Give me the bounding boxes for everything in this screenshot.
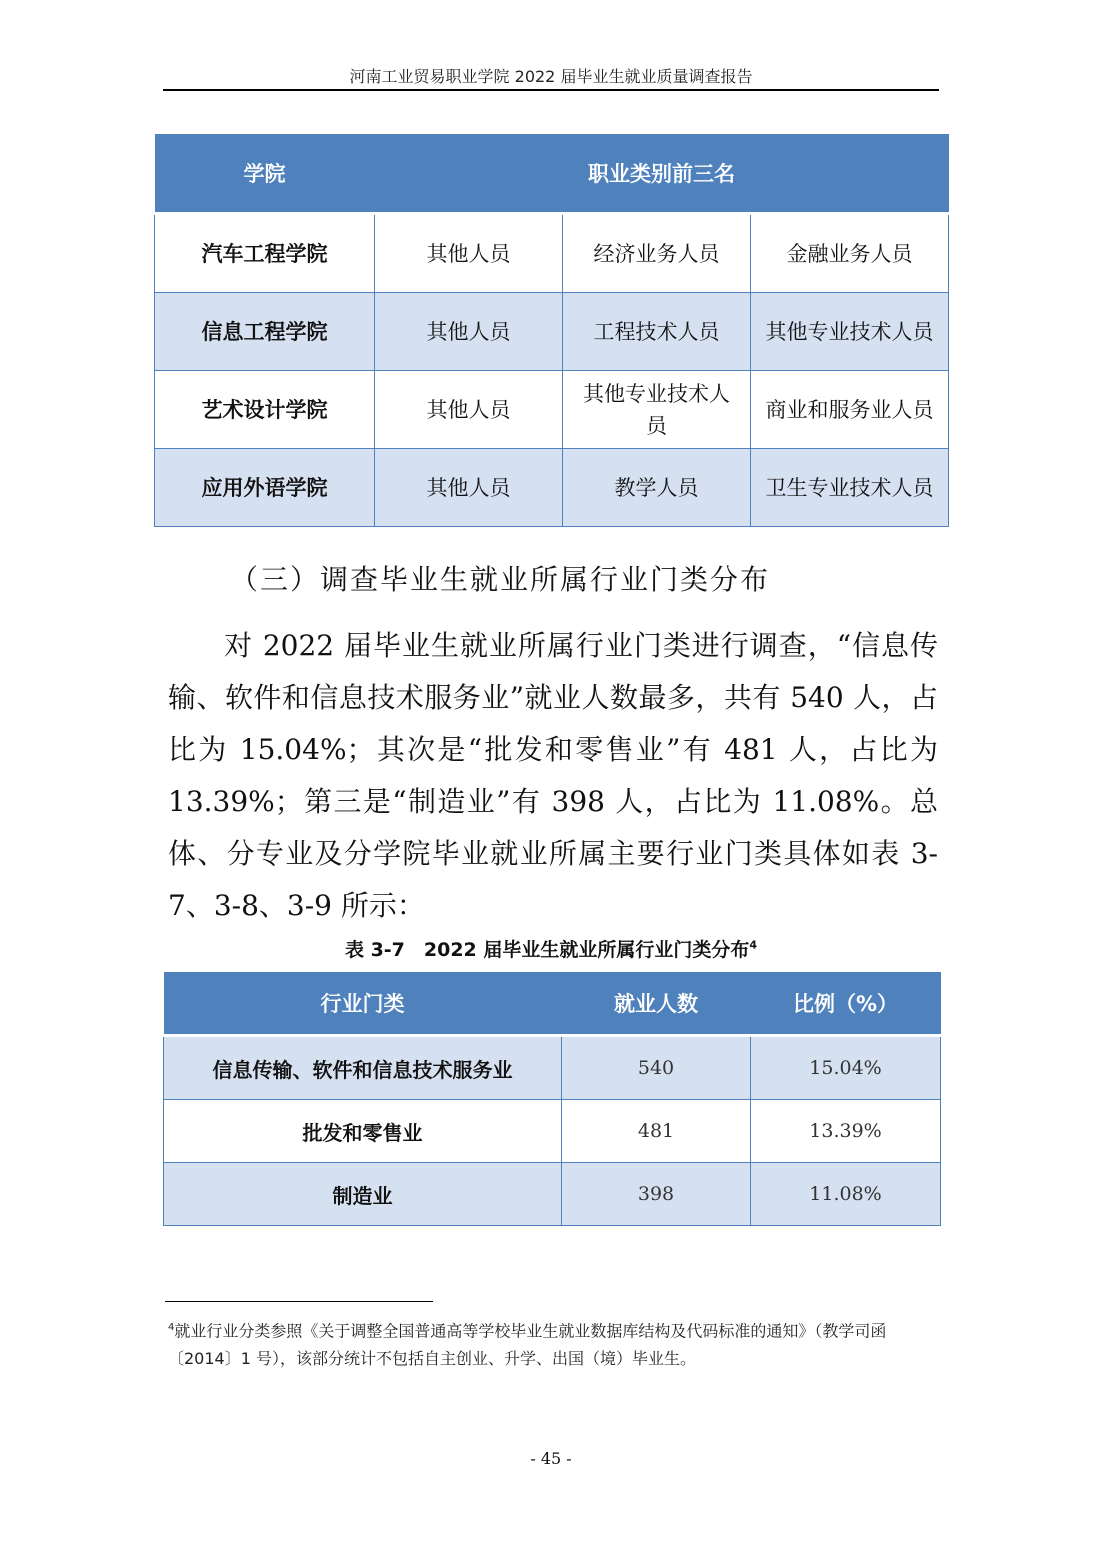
running-header: 河南工业贸易职业学院 2022 届毕业生就业质量调查报告 (349, 67, 753, 86)
table-caption (163, 935, 939, 962)
table-caption-text: 表 3-7 2022 届毕业生就业所属行业门类分布 (344, 939, 750, 961)
industry-name: 批发和零售业 (164, 1100, 562, 1163)
table-row (155, 293, 949, 371)
college-name: 汽车工程学院 (155, 214, 375, 293)
employment-ratio: 15.04% (751, 1036, 941, 1100)
occupation-cell: 教学人员 (563, 449, 751, 527)
occupation-cell: 其他人员 (375, 371, 563, 449)
employment-ratio: 11.08% (751, 1163, 941, 1226)
header-industry: 行业门类 (164, 972, 562, 1036)
table-row (164, 1163, 941, 1226)
footnote-ref: 4 (749, 938, 758, 952)
footnote (168, 1314, 938, 1373)
page-number: - 45 - (530, 1449, 572, 1468)
employment-ratio: 13.39% (751, 1100, 941, 1163)
occupation-table (154, 134, 949, 527)
header-rule (163, 89, 939, 91)
college-name: 信息工程学院 (155, 293, 375, 371)
occupation-cell: 其他人员 (375, 449, 563, 527)
header-count: 就业人数 (562, 972, 751, 1036)
industry-name: 信息传输、软件和信息技术服务业 (164, 1036, 562, 1100)
industry-table-header (164, 972, 941, 1036)
industry-table (163, 972, 941, 1226)
footnote-marker: 4 (168, 1322, 175, 1333)
paragraph-text: 对 2022 届毕业生就业所属行业门类进行调查，“信息传输、软件和信息技术服务业”就业人数最多，共有 540 人，占比为 15.04%；其次是“批发和零售业”有 481 人，占比为 13.39%；第三是“制造业”有 398 人，占比为 11.08%。总体、分专业及分学院毕业就业所属主要行业门类具体如表 3-7、3-8、3-9 所示： (168, 629, 938, 922)
industry-name: 制造业 (164, 1163, 562, 1226)
college-name: 艺术设计学院 (155, 371, 375, 449)
occupation-cell: 工程技术人员 (563, 293, 751, 371)
occupation-cell: 其他人员 (375, 214, 563, 293)
header-top-occupations: 职业类别前三名 (375, 134, 949, 214)
footnote-rule (165, 1301, 433, 1302)
employment-count: 398 (562, 1163, 751, 1226)
occupation-cell: 其他专业技术人员 (563, 371, 751, 449)
occupation-table-header (155, 134, 949, 214)
body-paragraph (168, 620, 938, 932)
college-name: 应用外语学院 (155, 449, 375, 527)
employment-count: 481 (562, 1100, 751, 1163)
employment-count: 540 (562, 1036, 751, 1100)
occupation-cell: 商业和服务业人员 (751, 371, 949, 449)
table-row (155, 449, 949, 527)
table-row (155, 214, 949, 293)
occupation-cell: 卫生专业技术人员 (751, 449, 949, 527)
table-row (164, 1100, 941, 1163)
footnote-text: 就业行业分类参照《关于调整全国普通高等学校毕业生就业数据库结构及代码标准的通知》（教学司函〔2014〕1 号），该部分统计不包括自主创业、升学、出国（境）毕业生。 (168, 1321, 887, 1369)
occupation-cell: 其他专业技术人员 (751, 293, 949, 371)
header-ratio: 比例（%） (751, 972, 941, 1036)
table-row (164, 1036, 941, 1100)
section-heading: （三）调查毕业生就业所属行业门类分布 (230, 563, 771, 596)
occupation-cell: 经济业务人员 (563, 214, 751, 293)
header-college: 学院 (155, 134, 375, 214)
table-row (155, 371, 949, 449)
occupation-cell: 金融业务人员 (751, 214, 949, 293)
occupation-cell: 其他人员 (375, 293, 563, 371)
